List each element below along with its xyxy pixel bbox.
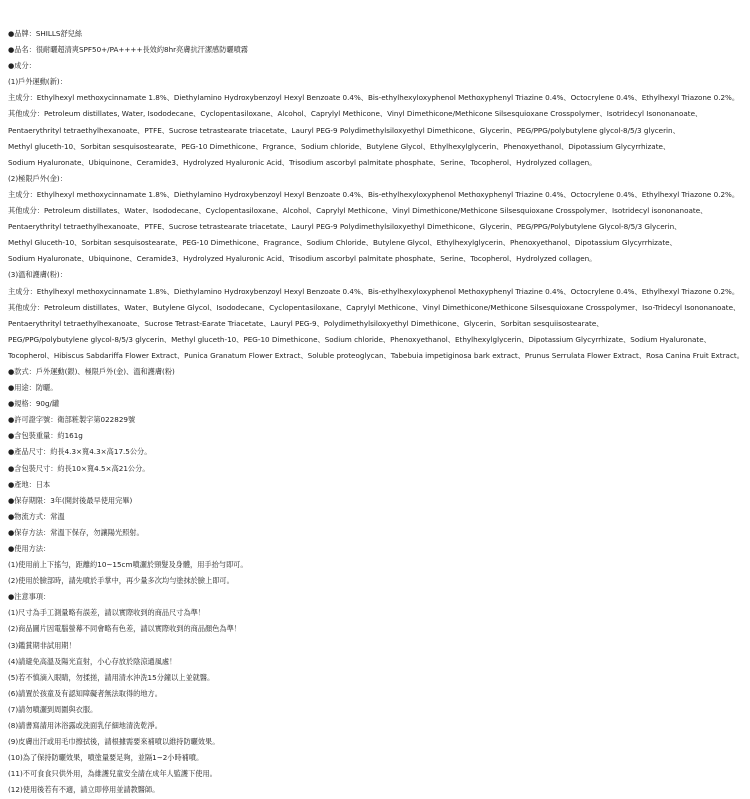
note-item: (3)鑑賞期非試用期！ — [8, 640, 76, 650]
note-item: (5)若不慎滴入眼睛，勿揉搓，請用清水沖洗15分鐘以上並就醫。 — [8, 672, 215, 682]
section-1-other-ingredients: 其他成分：Petroleum distillates, Water, Isododecane、Cyclopentasiloxane、Alcohol、Caprylyl Methicone、Vinyl Dimethicone/Methicone Silsesquioxane Crosspolymer、Isotridecyl Isononanoate、 — [8, 109, 703, 119]
spec-line: ●規格：90g/罐 — [8, 399, 60, 409]
section-2-other-ingredients: Methyl Gluceth-10、Sorbitan sesquisostearate、PEG-10 Dimethicone、Fragrance、Sodium Chloride、Butylene Glycol、Ethylhexylglycerin、Phenoxyethanol、Dipotassium Glycyrrhizate、 — [8, 238, 677, 248]
note-item: (6)請置於孩童及有認知障礙者無法取得的地方。 — [8, 688, 162, 698]
section-2-other-ingredients: Pentaerythrityl tetraethylhexanoate、PTFE、Sucrose tetrastearate triacetate、Lauryl PEG-9 Polydimethylsiloxyethyl Dimethicone、Glycerin、PEG/PPG/Polybutylene Glycol-8/5/3 Glycerin、 — [8, 222, 682, 232]
note-item: (9)皮膚出汗或用毛巾擦拭後，請根據需要來補噴以維持防曬效果。 — [8, 737, 220, 747]
section-3-other-ingredients: Tocopherol、Hibiscus Sabdariffa Flower Extract、Punica Granatum Flower Extract、Soluble proteoglycan、Tabebuia impetiginosa bark extract、Prunus Serrulata Flower Extract、Rosa Canina Fruit Extract。 — [8, 350, 744, 360]
storage-line: ●保存方法：常溫下保存，勿讓陽光照射。 — [8, 527, 144, 537]
section-3-title: (3)溫和護膚(粉)： — [8, 270, 67, 280]
brand-line: ●品牌：SHILLS舒兒絲 — [8, 29, 83, 38]
product-size-line: ●產品尺寸：約長4.3×寬4.3×高17.5公分。 — [8, 447, 152, 457]
note-item: (8)請書寫請用沐浴露或洗面乳仔細地清洗乾淨。 — [8, 721, 162, 731]
product-name-line: ●品名：很耐曬超清爽SPF50+/PA++++長效約8hr亮膚抗汗潔感防曬噴霧 — [8, 45, 248, 55]
variants-line: ●款式：戶外運動(銀)、極限戶外(金)、溫和護膚(粉) — [8, 366, 175, 376]
section-1-main-ingredients: 主成分：Ethylhexyl methoxycinnamate 1.8%、Diethylamino Hydroxybenzoyl Hexyl Benzoate 0.4%、Bis-ethylhexyloxyphenol Methoxyphenyl Triazine 0.4%、Octocrylene 0.4%、Ethylhexyl Triazone 0.2%。 — [8, 93, 740, 103]
note-item: (12)使用後若有不適，請立即停用並請教醫師。 — [8, 785, 160, 795]
section-3-main-ingredients: 主成分：Ethylhexyl methoxycinnamate 1.8%、Diethylamino Hydroxybenzoyl Hexyl Benzoate 0.4%、Bis-ethylhexyloxyphenol Methoxyphenyl Triazine 0.4%、Octocrylene 0.4%、Ethylhexyl Triazone 0.2%。 — [8, 286, 740, 296]
section-1-title: (1)戶外運動(新)： — [8, 77, 67, 87]
note-item: (10)為了保持防曬效果，噴塗量要足夠，並隔1~2小時補噴。 — [8, 753, 204, 763]
section-2-other-ingredients: Sodium Hyaluronate、Ubiquinone、Ceramide3、Hydrolyzed Hyaluronic Acid、Trisodium ascorbyl palmitate phosphate、Serine、Tocopherol、Hydrolyzed collagen。 — [8, 254, 597, 264]
license-line: ●許可證字號：衛部粧製字第022829號 — [8, 415, 136, 425]
section-2-other-ingredients: 其他成分：Petroleum distillates、Water、Isododecane、Cyclopentasiloxane、Alcohol、Caprylyl Methicone、Vinyl Dimethicone/Methicone Silsesquioxane Crosspolymer、Isotridecyl isononanoate、 — [8, 206, 708, 216]
section-1-other-ingredients: Pentaerythrityl tetraethylhexanoate、PTFE、Sucrose tetrastearate triacetate、Lauryl PEG-9 Polydimethylsiloxyethyl Dimethicone、Glycerin、PEG/PPG/polybutylene glycol-8/5/3 glycerin、 — [8, 125, 680, 135]
notes-heading: ●注意事項： — [8, 592, 51, 602]
section-3-other-ingredients: 其他成分：Petroleum distillates、Water、Butylene Glycol、Isododecane、Cyclopentasiloxane、Caprylyl Methicone、Vinyl Dimethicone/Methicone Silsesquioxane Crosspolymer、Iso-Tridecyl Isononanoate、 — [8, 302, 741, 312]
usage-heading: ●使用方法： — [8, 544, 51, 553]
section-3-other-ingredients: PEG/PPG/polybutylene glycol-8/5/3 glycerin、Methyl gluceth-10、PEG-10 Dimethicone、Sodium chloride、Phenoxyethanol、Ethylhexylglycerin、Dipotassium Glycyrrhizate、Sodium Hyaluronate、 — [8, 334, 711, 344]
section-1-other-ingredients: Sodium Hyaluronate、Ubiquinone、Ceramide3、Hydrolyzed Hyaluronic Acid、Trisodium ascorbyl palmitate phosphate、Serine、Tocopherol、Hydrolyzed collagen。 — [8, 157, 597, 167]
section-1-other-ingredients: Methyl gluceth-10、Sorbitan sesquisostearate、PEG-10 Dimethicone、Frgrance、Sodium chloride、Butylene Glycol、Ethylhexylglycerin、Phenoxyethanol、Dipotassium Glycyrrhizate、 — [8, 141, 671, 151]
usage-step: (2)使用於臉部時，請先噴於手掌中，再少量多次均勻塗抹於臉上即可。 — [8, 576, 234, 586]
note-item: (2)商品圖片因電腦螢幕不同會略有色差，請以實際收到的商品顏色為準！ — [8, 624, 241, 634]
shelf-life-line: ●保存期限：3年(開封後最早使用完畢) — [8, 495, 133, 505]
section-2-title: (2)極限戶外(金)： — [8, 173, 67, 183]
package-size-line: ●含包裝尺寸：約長10×寬4.5×高21公分。 — [8, 463, 150, 473]
shipping-line: ●物流方式：常溫 — [8, 511, 65, 521]
usage-step: (1)使用前上下搖勻，距離約10~15cm噴灑於頸髮及身體，用手抬勻即可。 — [8, 560, 248, 570]
usage-type-line: ●用途：防曬。 — [8, 383, 58, 393]
note-item: (1)尺寸為手工測量略有誤差，請以實際收到的商品尺寸為準！ — [8, 608, 206, 618]
weight-line: ●含包裝重量：約161g — [8, 431, 83, 441]
origin-line: ●產地：日本 — [8, 479, 51, 489]
ingredients-heading: ●成分： — [8, 61, 36, 71]
note-item: (4)請避免高溫及陽光直射，小心存放於陰涼通風處！ — [8, 656, 177, 666]
section-3-other-ingredients: Pentaerythrityl tetraethylhexanoate、Sucrose Tetrast-Earate Triacetate、Lauryl PEG-9、Polydimethylsiloxyethyl Dimethicone、Glycerin、Sorbitan sesquiisostearate、 — [8, 318, 604, 328]
note-item: (7)請勿噴灑到周圍與衣服。 — [8, 704, 98, 714]
note-item: (11)不可食食只供外用，為維護兒童安全請在成年人監護下使用。 — [8, 769, 217, 779]
product-spec-document — [8, 26, 746, 799]
section-2-main-ingredients: 主成分：Ethylhexyl methoxycinnamate 1.8%、Diethylamino Hydroxybenzoyl Hexyl Benzoate 0.4%、Bis-ethylhexyloxyphenol Methoxyphenyl Triazine 0.4%、Octocrylene 0.4%、Ethylhexyl Triazone 0.2%。 — [8, 189, 740, 199]
